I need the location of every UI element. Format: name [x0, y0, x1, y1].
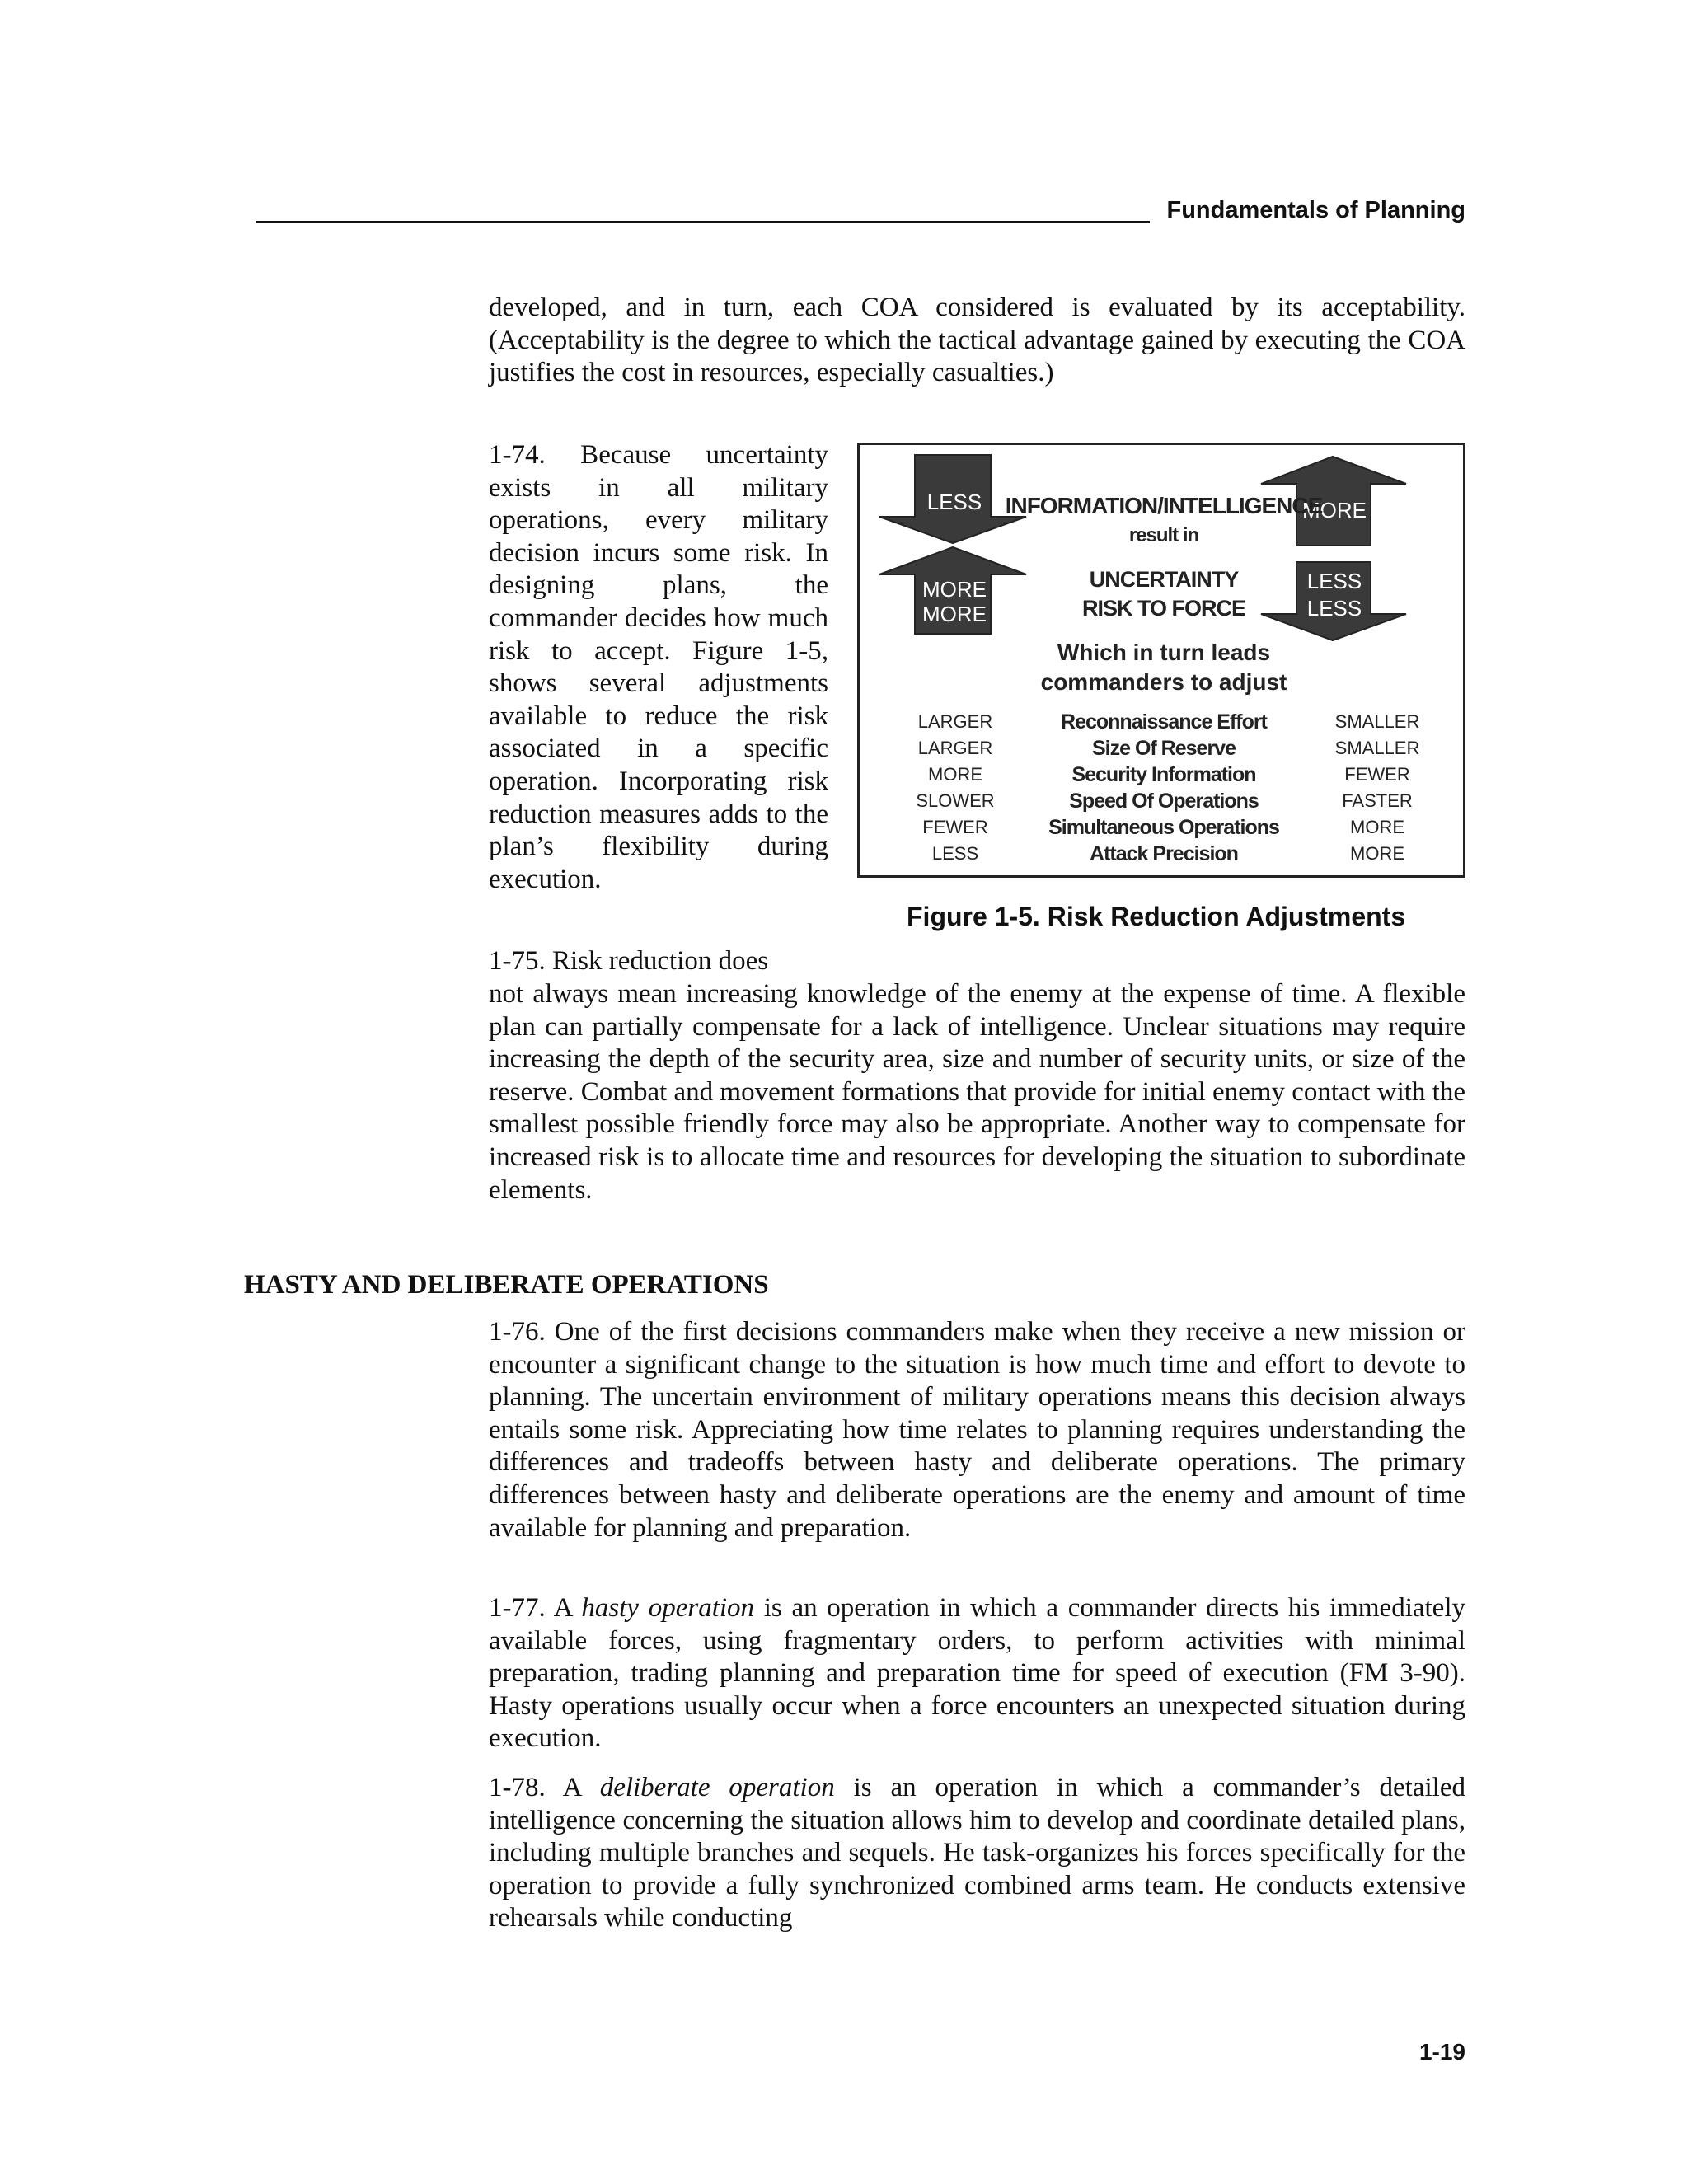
running-header-title: Fundamentals of Planning [1166, 197, 1465, 223]
header-rule [256, 221, 1150, 223]
row-left: SLOWER [916, 790, 995, 811]
row-middle: Size Of Reserve [1092, 737, 1236, 760]
row-middle: Reconnaissance Effort [1061, 710, 1267, 733]
figure-info-title: INFORMATION/INTELLIGENCE [1005, 493, 1323, 518]
row-middle: Attack Precision [1090, 842, 1238, 865]
row-left: LESS [931, 843, 979, 864]
row-left: FEWER [922, 817, 988, 837]
paragraph-1-77-body: is an operation in which a commander directs his immediately available forces, using fragmentary orders, to perform activities with minimal preparation, trading planning and preparation time for speed of execution (FM 3-90). Hasty operations usually occur when a force encounters an unexpected situation during execution. [489, 1593, 1465, 1754]
row-left: MORE [928, 764, 982, 785]
row-right: FEWER [1344, 764, 1410, 785]
arrow-label-more-1: MORE [922, 577, 987, 602]
row-right: SMALLER [1334, 738, 1420, 758]
row-right: FASTER [1342, 790, 1413, 811]
figure-caption: Figure 1-5. Risk Reduction Adjustments [907, 902, 1406, 931]
figure-right-column [1321, 709, 1433, 867]
arrow-label-more-2: MORE [922, 602, 987, 626]
paragraph-1-77-lead: 1-77. A [489, 1593, 582, 1623]
row-left: LARGER [917, 738, 993, 758]
section-heading: HASTY AND DELIBERATE OPERATIONS [244, 1270, 769, 1300]
arrow-label-less: LESS [926, 490, 982, 514]
paragraph-1-78-lead: 1-78. A [489, 1773, 600, 1802]
row-middle: Security Information [1071, 763, 1256, 786]
row-middle: Speed Of Operations [1069, 790, 1259, 813]
figure-result-in: result in [1128, 524, 1199, 546]
arrow-label-less-right-2: LESS [1306, 596, 1362, 621]
figure-risk-to-force: RISK TO FORCE [1081, 596, 1246, 621]
paragraph-1-76: 1-76. One of the first decisions commanders make when they receive a new mission or encounter a significant change to the situation is how much time and effort to devote to planning. The uncertain environment of military operations means this decision always entails some risk. Appreciating how time relates to planning requires understanding the differences and tradeoffs between hasty and deliberate operations. The primary differences between hasty and deliberate operations are the enemy and amount of time available for planning and preparation. [489, 1317, 1465, 1543]
arrow-label-less-right-1: LESS [1306, 569, 1362, 593]
figure-leads-line-1: Which in turn leads [1057, 640, 1271, 665]
paragraph-intro: developed, and in turn, each COA considered is evaluated by its acceptability. (Acceptability is the degree to which the tactical advantage gained by executing the COA justifies the cost in resources, especially casualties.) [489, 293, 1465, 388]
figure-leads-line-2: commanders to adjust [1040, 669, 1287, 695]
figure-middle-column [1008, 709, 1320, 867]
figure-risk-reduction [857, 443, 1465, 878]
paragraph-1-78-body: is an operation in which a commander’s detailed intelligence concerning the situation allows him to develop and coordinate detailed plans, including multiple branches and sequels. He task-organizes his forces specifically for the operation to provide a fully synchronized combined arms team. He conducts extensive rehearsals while conducting [489, 1773, 1465, 1933]
paragraph-1-75-start: 1-75. Risk reduction does [489, 946, 769, 976]
row-right: MORE [1350, 817, 1404, 837]
term-hasty-operation: hasty operation [581, 1593, 755, 1623]
paragraph-1-78 [489, 1772, 1465, 1935]
row-right: SMALLER [1334, 711, 1420, 732]
row-middle: Simultaneous Operations [1048, 816, 1279, 839]
figure-uncertainty: UNCERTAINTY [1089, 567, 1239, 592]
paragraph-1-75: not always mean increasing knowledge of the enemy at the expense of time. A flexible plan can partially compensate for a lack of intelligence. Unclear situations may require increasing the depth of the security area, size and number of security units, or size of the reserve. Combat and movement formations that provide for initial enemy contact with the smallest possible friendly force may also be appropriate. Another way to compensate for increased risk is to allocate time and resources for developing the situation to subordinate elements. [489, 979, 1465, 1205]
row-right: MORE [1350, 843, 1404, 864]
paragraph-1-77 [489, 1592, 1465, 1755]
figure-left-column [905, 709, 1006, 867]
paragraph-1-74: 1-74. Because uncertainty exists in all military operations, every military decision incurs some risk. In designing plans, the commander decides how much risk to accept. Figure 1-5, shows several adjustments available to reduce the risk associated in a specific operation. Incorporating risk reduction measures adds to the plan’s flexibility during execution. [489, 440, 828, 894]
arrow-label-more-right: MORE [1302, 498, 1367, 523]
page-number: 1-19 [1418, 2039, 1465, 2064]
term-deliberate-operation: deliberate operation [599, 1773, 835, 1802]
row-left: LARGER [917, 711, 993, 732]
